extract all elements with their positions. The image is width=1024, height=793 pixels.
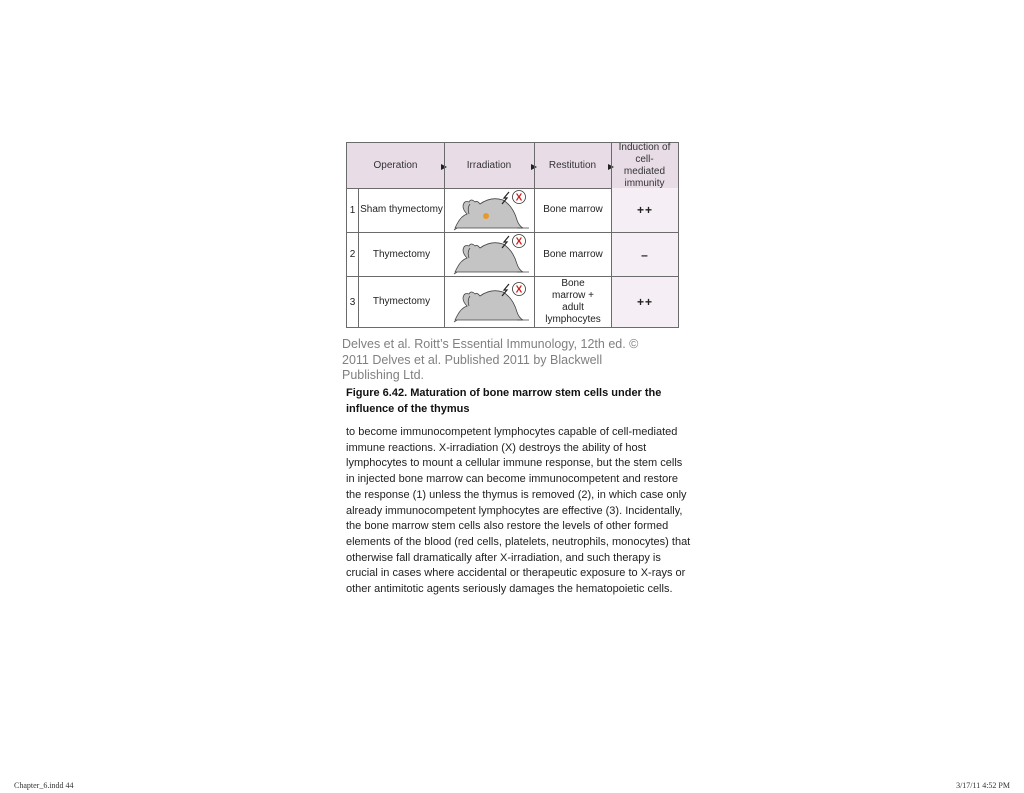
row-operation: Thymectomy — [372, 248, 431, 260]
row-restitution: Bone marrow — [543, 248, 603, 260]
header-operation: Operation — [373, 159, 418, 171]
row-result: ++ — [636, 295, 653, 309]
header-irradiation: Irradiation — [466, 159, 512, 171]
header-induction: Induction of cell-mediated immunity — [618, 141, 671, 189]
x-ray-mark: X — [515, 236, 523, 248]
row-restitution: Bone marrow + adult lymphocytes — [545, 278, 601, 325]
row-number: 2 — [349, 249, 356, 260]
x-ray-mark: X — [515, 284, 523, 296]
header-restitution: Restitution — [548, 159, 597, 171]
irradiated-mouse-icon — [451, 190, 531, 232]
figure-table — [346, 142, 679, 328]
caption-body-text: to become immunocompetent lymphocytes capable of cell-mediated immune reactions. X-irradiation (X) destroys the ability of host lymphocytes to mount a cellular immune response, but the stem cells in injected bone marrow can become immunocompetent and restore the response (1) unless the thymus is removed (2), in which case only already immunocompetent lymphocytes are effective (3). Incidentally, the bone marrow stem cells also restore the levels of other formed elements of the blood (red cells, platelets, neutrophils, monocytes) that otherwise fall dramatically after X-irradiation, and such therapy is crucial in cases where accidental or therapeutic exposure to X-rays or other antimitotic agents seriously damages the hematopoietic cells. — [346, 426, 691, 596]
row-operation: Thymectomy — [372, 296, 431, 307]
row-number: 1 — [349, 204, 356, 216]
row-result: ++ — [636, 203, 653, 217]
column-divider — [444, 143, 445, 327]
footer-file-label: Chapter_6.indd 44 — [14, 781, 74, 790]
irradiated-mouse-icon — [451, 282, 531, 324]
x-ray-mark: X — [515, 192, 523, 204]
irradiated-mouse-icon — [451, 234, 531, 276]
footer-timestamp: 3/17/11 4:52 PM — [956, 781, 1010, 790]
row-result: – — [641, 247, 649, 262]
figure-caption: Figure 6.42. Maturation of bone marrow stem cells under the influence of the thymus — [346, 387, 662, 415]
row-number: 3 — [349, 296, 356, 308]
row-restitution: Bone marrow — [543, 204, 603, 215]
figure-credit: Delves et al. Roitt’s Essential Immunology, 12th ed. © 2011 Delves et al. Published 2011 by Blackwell Publishing Ltd. — [342, 337, 639, 382]
row-operation: Sham thymectomy — [360, 204, 443, 215]
